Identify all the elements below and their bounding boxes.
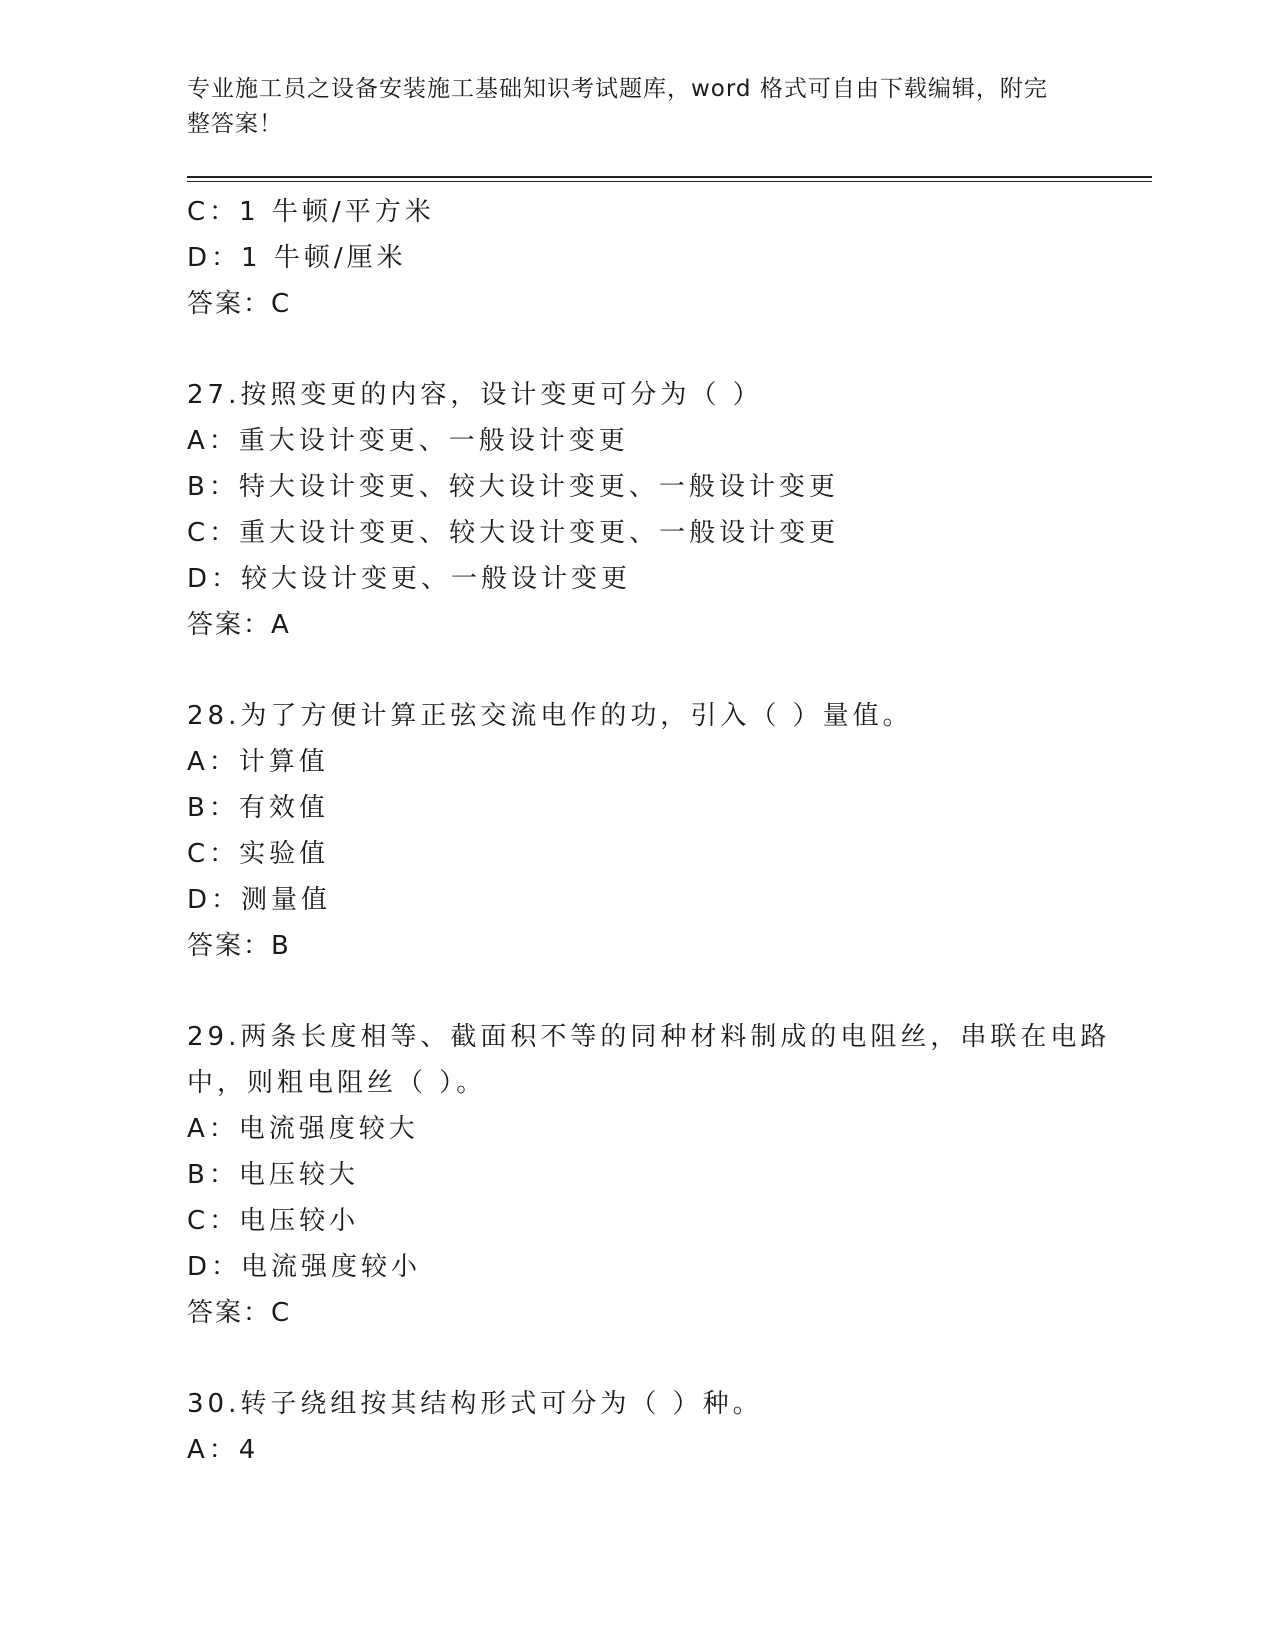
question-29-stem-line-1: 29.两条长度相等、截面积不等的同种材料制成的电阻丝，串联在电路 [187, 1022, 1111, 1052]
question-list [187, 189, 1111, 1473]
option-d: D：电流强度较小 [187, 1252, 422, 1282]
option-b: B：电压较大 [187, 1160, 359, 1190]
option-c: C：实验值 [187, 839, 330, 869]
option-a: A：电流强度较大 [187, 1114, 419, 1144]
question-28-stem: 28.为了方便计算正弦交流电作的功，引入（ ）量值。 [187, 701, 913, 731]
spacer [187, 648, 1107, 693]
spacer [187, 1336, 1107, 1381]
option-c: C：1 牛顿/平方米 [187, 197, 435, 227]
question-29-stem-line-2: 中，则粗电阻丝（ ）。 [187, 1068, 487, 1098]
option-d: D：较大设计变更、一般设计变更 [187, 564, 632, 594]
option-a: A：计算值 [187, 747, 329, 777]
option-c: C：电压较小 [187, 1206, 360, 1236]
header-line-1: 专业施工员之设备安装施工基础知识考试题库，word 格式可自由下载编辑，附完 [187, 76, 1048, 102]
option-d: D：1 牛顿/厘米 [187, 243, 407, 273]
option-b: B：有效值 [187, 793, 329, 823]
question-30-stem: 30.转子绕组按其结构形式可分为（ ）种。 [187, 1389, 763, 1419]
header-line-2: 整答案！ [187, 111, 283, 137]
header-rule-thin [187, 181, 1152, 182]
answer-line: 答案：C [187, 289, 292, 319]
option-a: A：重大设计变更、一般设计变更 [187, 426, 629, 456]
answer-line: 答案：A [187, 610, 291, 640]
option-c: C：重大设计变更、较大设计变更、一般设计变更 [187, 518, 840, 548]
spacer [187, 969, 1107, 1014]
question-27-stem: 27.按照变更的内容，设计变更可分为（ ） [187, 380, 763, 410]
option-b: B：特大设计变更、较大设计变更、一般设计变更 [187, 472, 839, 502]
spacer [187, 327, 1107, 372]
header-rule-thick [187, 176, 1152, 178]
page-header [187, 72, 1067, 142]
option-d: D：测量值 [187, 885, 332, 915]
answer-line: 答案：B [187, 931, 291, 961]
answer-line: 答案：C [187, 1298, 292, 1328]
option-a: A：4 [187, 1435, 260, 1465]
